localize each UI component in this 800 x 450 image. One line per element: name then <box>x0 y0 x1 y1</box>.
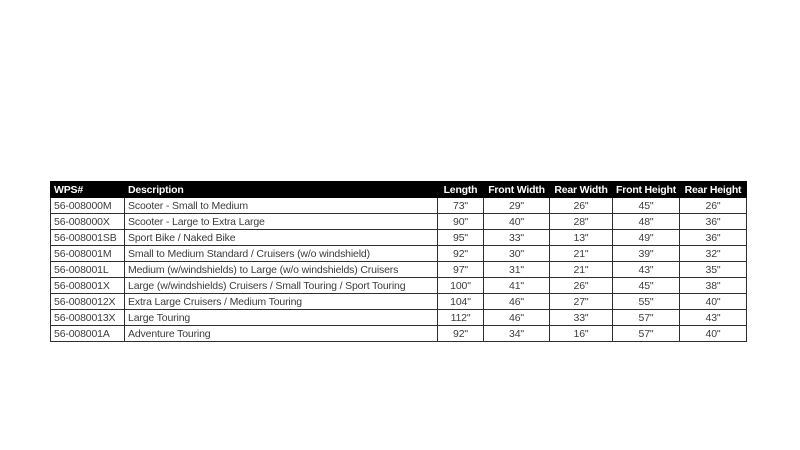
cell-rear-width: 13" <box>550 230 613 246</box>
table-row <box>51 198 747 214</box>
cell-wps: 56-008001SB <box>51 230 125 246</box>
cell-front-width: 29" <box>484 198 550 214</box>
table-row <box>51 310 747 326</box>
col-header-front-width: Front Width <box>484 182 550 198</box>
table-row <box>51 246 747 262</box>
cell-wps: 56-0080013X <box>51 310 125 326</box>
cell-wps: 56-008001X <box>51 278 125 294</box>
cell-front-width: 34" <box>484 326 550 342</box>
cell-description: Large Touring <box>125 310 438 326</box>
cell-front-height: 39" <box>613 246 680 262</box>
col-header-rear-height: Rear Height <box>680 182 747 198</box>
cell-description: Scooter - Large to Extra Large <box>125 214 438 230</box>
cell-front-width: 46" <box>484 310 550 326</box>
cell-length: 104" <box>438 294 484 310</box>
col-header-front-height: Front Height <box>613 182 680 198</box>
cell-front-height: 57" <box>613 310 680 326</box>
cell-front-height: 45" <box>613 278 680 294</box>
cell-wps: 56-008001A <box>51 326 125 342</box>
header-row <box>51 182 747 198</box>
cell-length: 112" <box>438 310 484 326</box>
table-row <box>51 326 747 342</box>
table-row <box>51 262 747 278</box>
cell-length: 92" <box>438 326 484 342</box>
cell-wps: 56-0080012X <box>51 294 125 310</box>
cell-description: Medium (w/windshields) to Large (w/o windshields) Cruisers <box>125 262 438 278</box>
cell-rear-height: 36" <box>680 230 747 246</box>
col-header-wps: WPS# <box>51 182 125 198</box>
cell-length: 92" <box>438 246 484 262</box>
cell-length: 97" <box>438 262 484 278</box>
cell-wps: 56-008001L <box>51 262 125 278</box>
cell-front-height: 55" <box>613 294 680 310</box>
cell-wps: 56-008001M <box>51 246 125 262</box>
cell-description: Small to Medium Standard / Cruisers (w/o windshield) <box>125 246 438 262</box>
table-row <box>51 278 747 294</box>
table-row <box>51 294 747 310</box>
cell-rear-height: 40" <box>680 326 747 342</box>
cell-front-width: 31" <box>484 262 550 278</box>
cell-description: Extra Large Cruisers / Medium Touring <box>125 294 438 310</box>
cell-description: Adventure Touring <box>125 326 438 342</box>
cell-rear-height: 36" <box>680 214 747 230</box>
cell-length: 90" <box>438 214 484 230</box>
cell-front-height: 45" <box>613 198 680 214</box>
cell-rear-height: 35" <box>680 262 747 278</box>
cell-rear-width: 26" <box>550 198 613 214</box>
cell-rear-height: 32" <box>680 246 747 262</box>
cell-wps: 56-008000M <box>51 198 125 214</box>
cell-rear-height: 40" <box>680 294 747 310</box>
cell-rear-width: 21" <box>550 246 613 262</box>
cell-description: Scooter - Small to Medium <box>125 198 438 214</box>
cell-length: 95" <box>438 230 484 246</box>
cell-length: 100" <box>438 278 484 294</box>
cell-front-width: 30" <box>484 246 550 262</box>
dimensions-table <box>50 181 747 342</box>
cell-front-height: 57" <box>613 326 680 342</box>
col-header-rear-width: Rear Width <box>550 182 613 198</box>
cell-rear-width: 33" <box>550 310 613 326</box>
cell-front-height: 48" <box>613 214 680 230</box>
col-header-description: Description <box>125 182 438 198</box>
cell-front-width: 41" <box>484 278 550 294</box>
cell-rear-width: 21" <box>550 262 613 278</box>
cell-front-width: 33" <box>484 230 550 246</box>
cell-rear-width: 16" <box>550 326 613 342</box>
cell-rear-width: 27" <box>550 294 613 310</box>
cell-rear-height: 43" <box>680 310 747 326</box>
cell-rear-height: 26" <box>680 198 747 214</box>
col-header-length: Length <box>438 182 484 198</box>
cell-rear-width: 28" <box>550 214 613 230</box>
cell-wps: 56-008000X <box>51 214 125 230</box>
cell-rear-width: 26" <box>550 278 613 294</box>
cell-rear-height: 38" <box>680 278 747 294</box>
cell-length: 73" <box>438 198 484 214</box>
cell-front-width: 40" <box>484 214 550 230</box>
cell-description: Large (w/windshields) Cruisers / Small Touring / Sport Touring <box>125 278 438 294</box>
cell-front-width: 46" <box>484 294 550 310</box>
cell-front-height: 43" <box>613 262 680 278</box>
table-row <box>51 214 747 230</box>
cell-front-height: 49" <box>613 230 680 246</box>
cell-description: Sport Bike / Naked Bike <box>125 230 438 246</box>
table-row <box>51 230 747 246</box>
